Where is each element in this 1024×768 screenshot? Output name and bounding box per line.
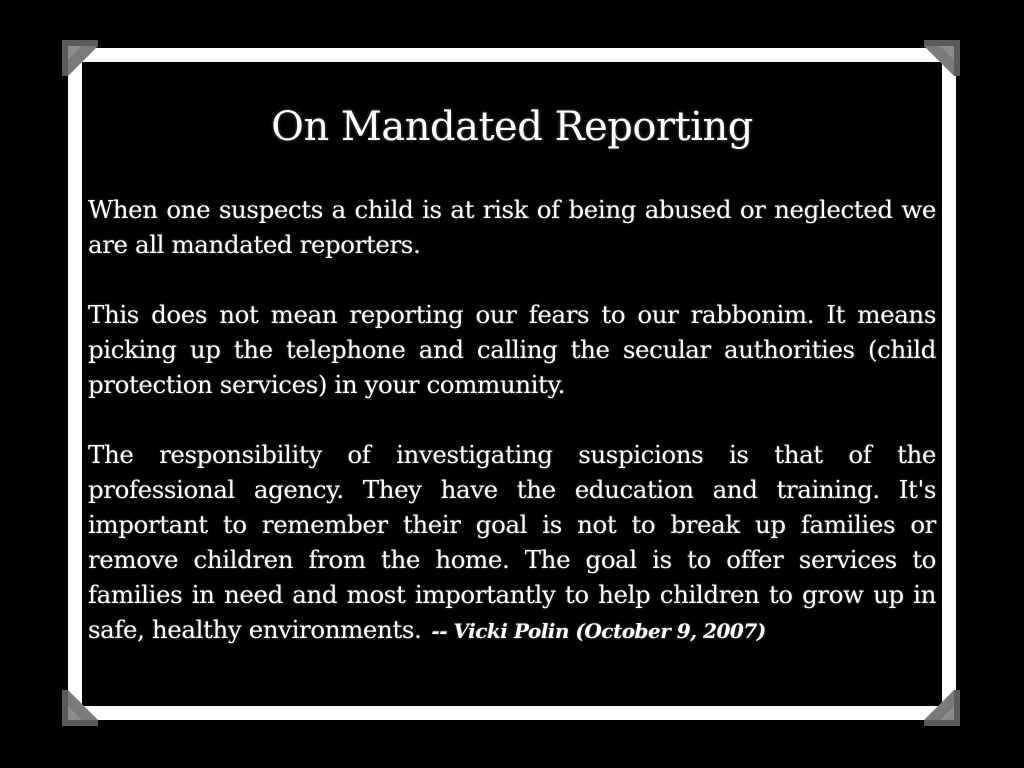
paragraph-mandated-reporters: When one suspects a child is at risk of being abused or neglected we are all mandated reporters. [88, 195, 936, 259]
paragraph-agency-text: The responsibility of investigating suspicions is that of the professional agency. They have the education and training. It's important to remember their goal is not to break up families or remove children from the home. The goal is to offer services to families in need and most importantly to help children to grow up in safe, healthy environments. [88, 440, 936, 644]
photo-corner-bottom-left-icon [62, 690, 98, 726]
slide-title: On Mandated Reporting [271, 104, 753, 150]
photo-corner-top-left-icon [62, 40, 98, 76]
quote-body [88, 192, 936, 684]
paragraph-calling-authorities: This does not mean reporting our fears to our rabbonim. It means picking up the telephone and calling the secular authorities (child protection services) in your community. [88, 300, 936, 399]
attribution: -- Vicki Polin (October 9, 2007) [431, 619, 766, 643]
photo-corner-bottom-right-icon [924, 690, 960, 726]
paragraph-agency-responsibility [88, 437, 936, 649]
photo-corner-top-right-icon [924, 40, 960, 76]
